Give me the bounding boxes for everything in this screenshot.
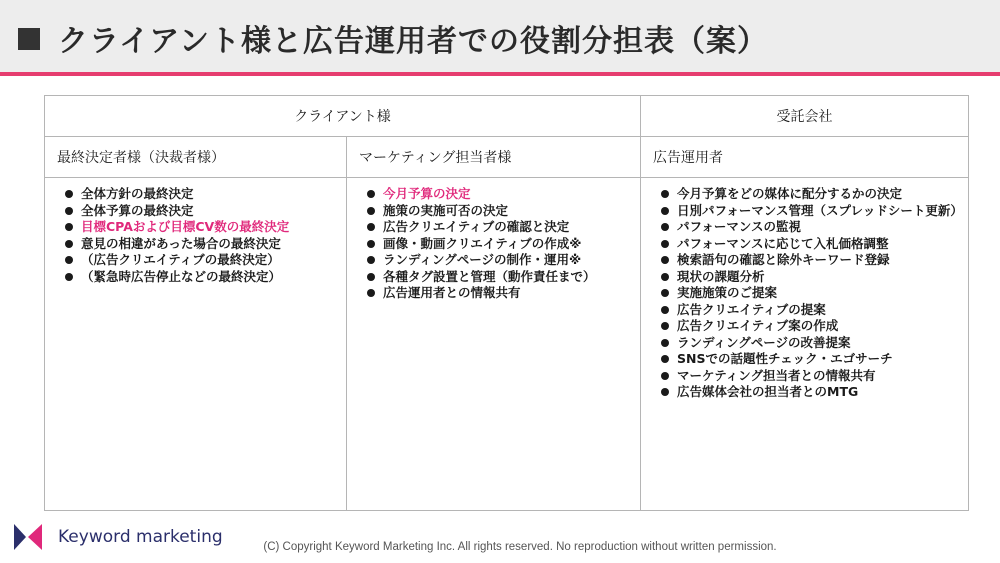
list-item: 現状の課題分析 — [659, 269, 960, 286]
group-header-agency: 受託会社 — [641, 96, 969, 137]
list-item: 広告クリエイティブの確認と決定 — [365, 219, 632, 236]
role-header-marketing-manager: マーケティング担当者様 — [347, 137, 641, 178]
list-item: 今月予算をどの媒体に配分するかの決定 — [659, 186, 960, 203]
list-item: マーケティング担当者との情報共有 — [659, 368, 960, 385]
list-item: 広告媒体会社の担当者とのMTG — [659, 384, 960, 401]
list-item: パフォーマンスの監視 — [659, 219, 960, 236]
logo-text: Keyword marketing — [58, 527, 223, 547]
list-item: SNSでの話題性チェック・エゴサーチ — [659, 351, 960, 368]
list-item: 全体予算の最終決定 — [63, 203, 338, 220]
duty-list — [63, 186, 338, 285]
list-item: 目標CPAおよび目標CV数の最終決定 — [63, 219, 338, 236]
group-header-row — [45, 96, 969, 137]
list-item: 検索語句の確認と除外キーワード登録 — [659, 252, 960, 269]
page-title: クライアント様と広告運用者での役割分担表（案） — [58, 24, 768, 59]
black-square-icon — [18, 28, 40, 50]
list-item: 実施施策のご提案 — [659, 285, 960, 302]
list-item: ランディングページの制作・運用※ — [365, 252, 632, 269]
list-item: 日別パフォーマンス管理（スプレッドシート更新） — [659, 203, 960, 220]
duties-marketing-manager — [347, 178, 641, 511]
duties-decision-maker — [45, 178, 347, 511]
list-item: 全体方針の最終決定 — [63, 186, 338, 203]
list-item: （緊急時広告停止などの最終決定） — [63, 269, 338, 286]
header-accent-line — [0, 72, 1000, 76]
duty-list — [659, 186, 963, 401]
role-header-row — [45, 137, 969, 178]
list-item: 画像・動画クリエイティブの作成※ — [365, 236, 632, 253]
list-item: 今月予算の決定 — [365, 186, 632, 203]
role-header-decision-maker: 最終決定者様（決裁者様） — [45, 137, 347, 178]
list-item: 広告運用者との情報共有 — [365, 285, 632, 302]
duties-row — [45, 178, 969, 511]
list-item: 意見の相違があった場合の最終決定 — [63, 236, 338, 253]
duty-list — [365, 186, 632, 302]
list-item: 各種タグ設置と管理（動作責任まで） — [365, 269, 632, 286]
list-item: 広告クリエイティブ案の作成 — [659, 318, 960, 335]
role-table — [44, 95, 969, 511]
list-item: ランディングページの改善提案 — [659, 335, 960, 352]
duties-ad-operator — [641, 178, 969, 511]
role-header-ad-operator: 広告運用者 — [641, 137, 969, 178]
page-header — [0, 0, 1000, 72]
group-header-client: クライアント様 — [45, 96, 641, 137]
list-item: 広告クリエイティブの提案 — [659, 302, 960, 319]
copyright-notice: (C) Copyright Keyword Marketing Inc. All rights reserved. No reproduction without written permission. — [263, 541, 777, 553]
list-item: パフォーマンスに応じて入札価格調整 — [659, 236, 960, 253]
list-item: 施策の実施可否の決定 — [365, 203, 632, 220]
list-item: （広告クリエイティブの最終決定） — [63, 252, 338, 269]
